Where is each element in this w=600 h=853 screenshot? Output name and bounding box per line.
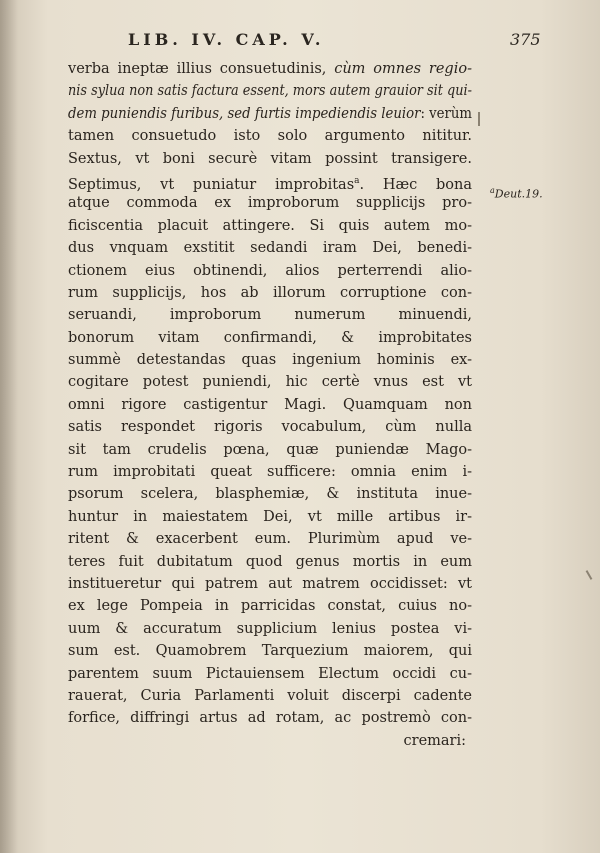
text-run: seruandi, improborum numerum minuendi, (68, 307, 472, 324)
text-line (68, 573, 472, 595)
text-run: rum improbitati queat sufficere: omnia enim i- (68, 464, 472, 481)
text-run: dem puniendis furibus, sed furtis impediendis leuior (68, 105, 421, 122)
running-head: LIB. IV. CAP. V. (128, 30, 325, 49)
text-run: ctionem eius obtinendi, alios perterrendi alio- (68, 262, 472, 279)
text-line (68, 663, 472, 685)
text-line (68, 461, 472, 483)
text-run: rauerat, Curia Parlamenti voluit discerpi cadente (68, 687, 472, 704)
text-line (68, 327, 472, 349)
text-run: verba ineptæ illius consuetudinis, (68, 61, 335, 77)
footnote-marker: a (354, 175, 360, 186)
text-line (68, 685, 472, 707)
text-line (68, 282, 472, 304)
text-line (68, 192, 472, 214)
text-line (68, 148, 472, 170)
text-run: teres fuit dubitatum quod genus mortis in eum (68, 553, 472, 570)
text-line (68, 618, 472, 640)
text-line (68, 483, 472, 505)
margin-mark (586, 570, 593, 580)
text-line (68, 80, 472, 102)
text-run: sum est. Quamobrem Tarquezium maiorem, qui (68, 643, 472, 660)
text-run: rum supplicijs, hos ab illorum corruptione con- (68, 284, 472, 301)
text-run: tamen consuetudo isto solo argumento nititur. (68, 128, 472, 145)
text-line (68, 394, 472, 416)
text-run: forfice, diffringi artus ad rotam, ac postremò con- (68, 710, 472, 727)
text-run: ritent & exacerbent eum. Plurimùm apud ve- (68, 531, 472, 548)
text-run: psorum scelera, blasphemiæ, & instituta inue- (68, 486, 472, 503)
text-run: cremari: (403, 732, 466, 749)
text-run: summè detestandas quas ingenium hominis ex- (68, 352, 472, 369)
text-line (68, 58, 472, 80)
text-line (68, 528, 472, 550)
text-line (68, 730, 472, 752)
text-line (68, 349, 472, 371)
text-run: bonorum vitam confirmandi, & improbitates (68, 329, 472, 346)
text-line (68, 551, 472, 573)
text-run: . Hæc bona (359, 176, 472, 193)
page-header (0, 30, 600, 54)
text-run: : verùm (420, 105, 472, 122)
text-line (68, 125, 472, 147)
text-run: parentem suum Pictauiensem Electum occidi cu- (68, 665, 472, 682)
text-line (68, 707, 472, 729)
marginal-note-text: Deut.19. (494, 187, 543, 201)
text-line (68, 103, 472, 125)
text-line (68, 260, 472, 282)
text-line (68, 439, 472, 461)
text-run: huntur in maiestatem Dei, vt mille artibus ir- (68, 508, 472, 525)
text-line (68, 215, 472, 237)
text-line (68, 371, 472, 393)
text-run: Septimus, vt puniatur improbitas (68, 176, 355, 193)
text-run: institueretur qui patrem aut matrem occidisset: vt (68, 575, 472, 592)
text-run: cùm omnes regio- (334, 61, 472, 77)
text-run: omni rigore castigentur Magi. Quamquam non (68, 396, 472, 413)
page-number: 375 (510, 30, 541, 49)
text-run: Sextus, vt boni securè vitam possint transigere. (68, 150, 472, 167)
text-run: uum & accuratum supplicium lenius postea vi- (68, 620, 472, 637)
text-line (68, 416, 472, 438)
text-run: nis sylua non satis factura essent, mors autem grauior sit qui- (68, 83, 472, 100)
text-run: ficiscentia placuit attingere. Si quis autem mo- (68, 217, 472, 234)
text-run: sit tam crudelis pœna, quæ puniendæ Mago- (68, 441, 472, 458)
text-run: dus vnquam exstitit sedandi iram Dei, benedi- (68, 240, 472, 257)
text-run: cogitare potest puniendi, hic certè vnus est vt (68, 374, 472, 391)
marginal-note-marker: a (490, 186, 495, 195)
text-line (68, 304, 472, 326)
marginal-note (490, 186, 543, 201)
margin-mark (478, 112, 480, 126)
text-line (68, 237, 472, 259)
text-line (68, 595, 472, 617)
text-block (68, 58, 472, 752)
text-line (68, 170, 472, 192)
gutter-shadow (0, 0, 18, 853)
text-line (68, 640, 472, 662)
text-run: atque commoda ex improborum supplicijs pro- (68, 195, 472, 212)
text-line (68, 506, 472, 528)
text-run: ex lege Pompeia in parricidas constat, cuius no- (68, 598, 472, 615)
text-run: satis respondet rigoris vocabulum, cùm nulla (68, 419, 472, 436)
